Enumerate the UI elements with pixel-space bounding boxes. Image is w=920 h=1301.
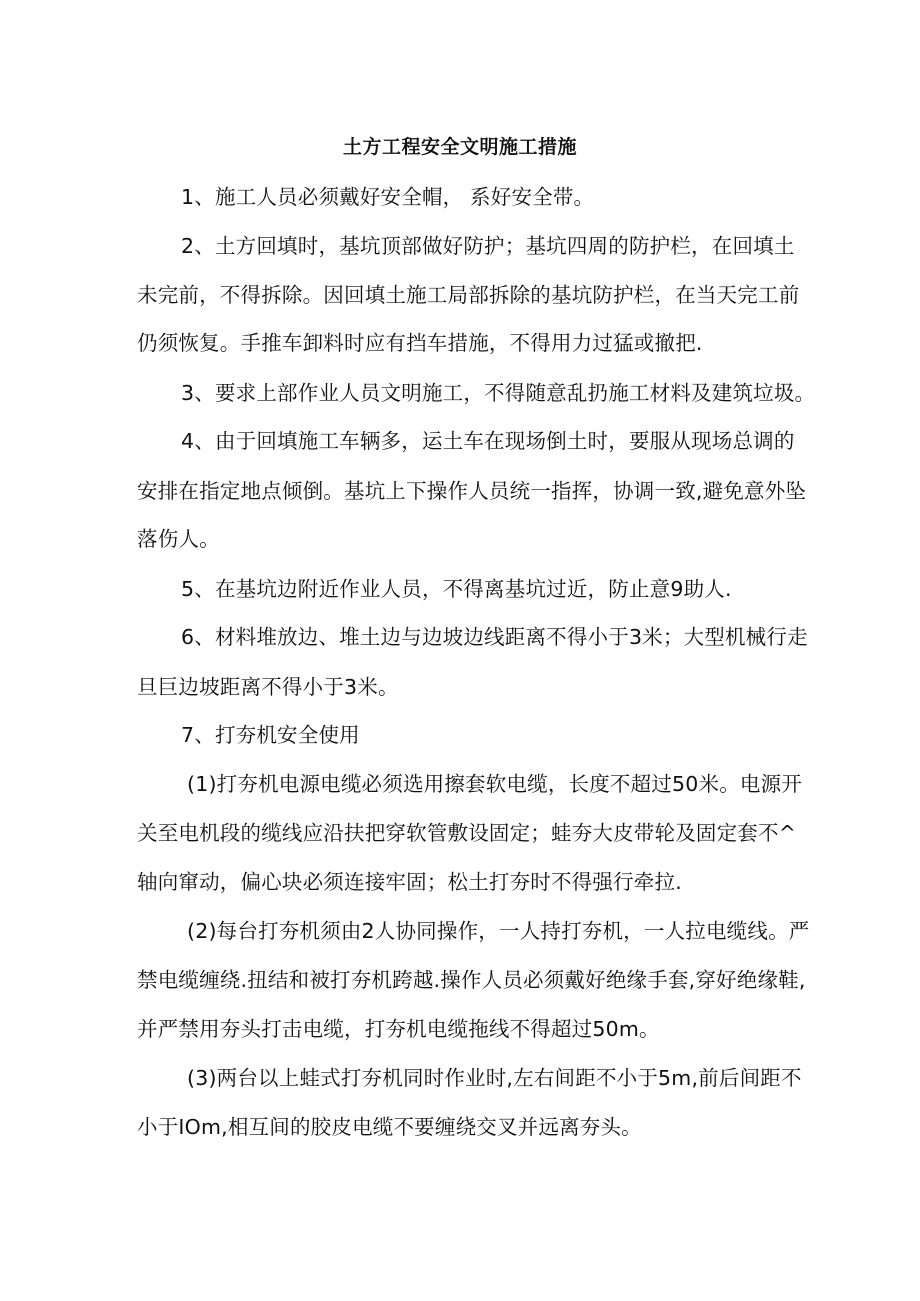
sub-3-line-2: 小于IOm,相互间的胶皮电缆不要缠绕交叉并远离夯头。 <box>137 1115 642 1139</box>
item-2-line-2: 未完前，不得拆除。因回填土施工局部拆除的基坑防护栏，在当天完工前 <box>137 283 800 307</box>
item-7-heading: 7、打夯机安全使用 <box>181 723 360 747</box>
document-title: 土方工程安全文明施工措施 <box>342 136 577 158</box>
sub-2-line-1: (2)每台打夯机须由2人协同操作，一人持打夯机，一人拉电缆线。严 <box>187 919 810 943</box>
item-6-line-1: 6、材料堆放边、堆土边与边坡边线距离不得小于3米；大型机械行走 <box>181 625 808 649</box>
sub-2-line-3: 并严禁用夯头打击电缆，打夯机电缆拖线不得超过50m。 <box>137 1017 660 1041</box>
sub-2-line-2: 禁电缆缠绕.扭结和被打夯机跨越.操作人员必须戴好绝缘手套,穿好绝缘鞋, <box>137 968 806 992</box>
sub-1-line-1: (1)打夯机电源电缆必须选用擦套软电缆，长度不超过50米。电源开 <box>187 772 803 796</box>
item-6-line-2: 旦巨边坡距离不得小于3米。 <box>137 675 399 699</box>
item-4-line-3: 落伤人。 <box>137 527 220 551</box>
item-4-line-1: 4、由于回填施工车辆多，运土车在现场倒土时，要服从现场总调的 <box>181 429 795 453</box>
item-3-line-1: 3、要求上部作业人员文明施工，不得随意乱扔施工材料及建筑垃圾。 <box>181 381 816 405</box>
item-2-line-3: 仍须恢复。手推车卸料时应有挡车措施，不得用力过猛或撤把. <box>137 331 703 355</box>
item-2-line-1: 2、土方回填时，基坑顶部做好防护；基坑四周的防护栏，在回填土 <box>181 234 795 258</box>
sub-1-line-3: 轴向窜动，偏心块必须连接牢固；松土打夯时不得强行牵拉. <box>137 870 682 894</box>
item-4-line-2: 安排在指定地点倾倒。基坑上下操作人员统一指挥，协调一致,避免意外坠 <box>137 479 807 503</box>
item-5-line-1: 5、在基坑边附近作业人员，不得离基坑过近，防止意9助人. <box>181 577 732 601</box>
sub-3-line-1: (3)两台以上蛙式打夯机同时作业时,左右间距不小于5m,前后间距不 <box>187 1066 802 1090</box>
item-1-line-1: 1、施工人员必须戴好安全帽， 系好安全带。 <box>181 185 595 209</box>
sub-1-line-2: 关至电机段的缆线应沿扶把穿软管敷设固定；蛙夯大皮带轮及固定套不^ <box>137 821 797 845</box>
